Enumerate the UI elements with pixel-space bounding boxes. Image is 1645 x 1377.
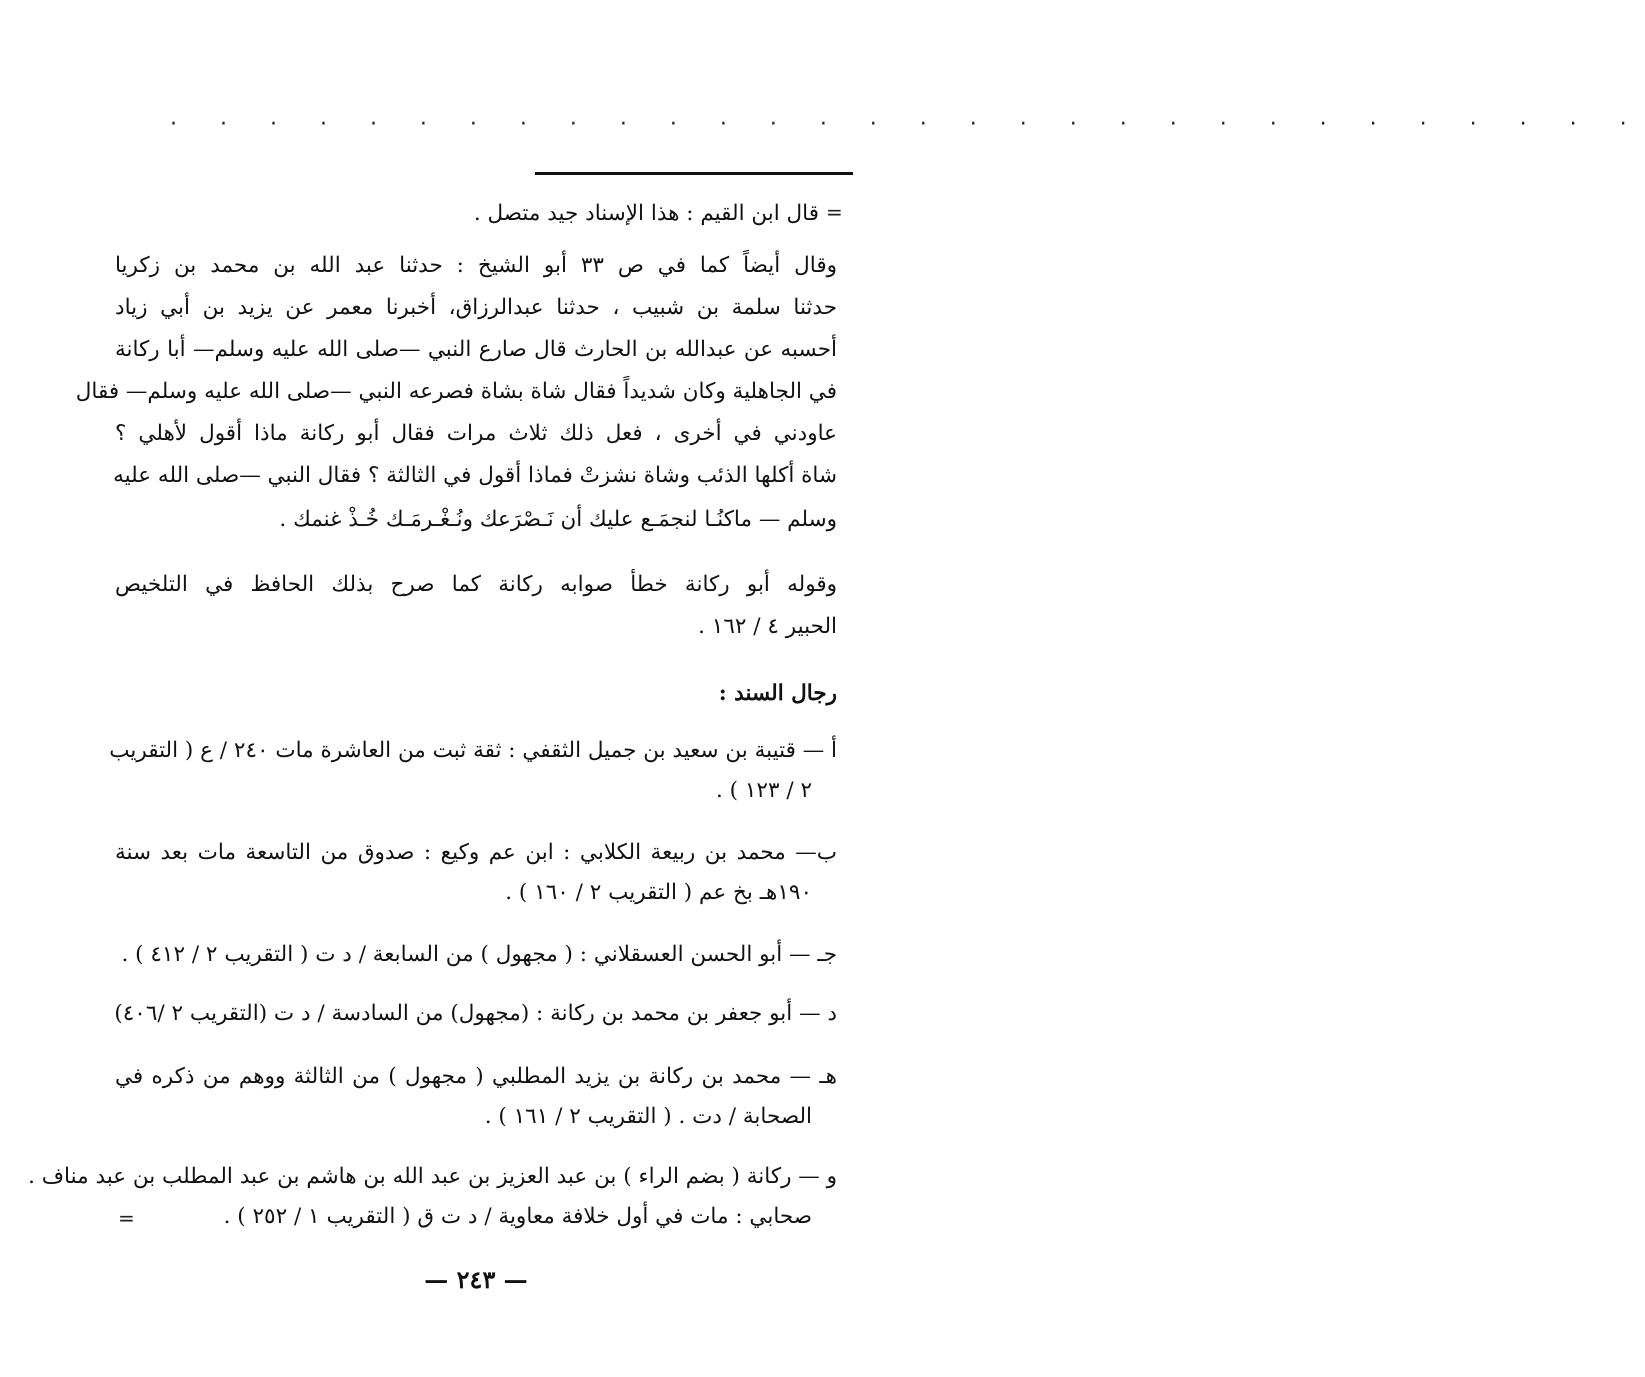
text-line: قال ابن القيم : هذا الإسناد جيد متصل . bbox=[473, 201, 819, 226]
text-line: الحبير ٤ / ١٦٢ . bbox=[698, 614, 837, 639]
text-line: شاة أكلها الذئب وشاة نشزتْ فماذا أقول في الثالثة ؟ فقال النبي —صلى الله عليه bbox=[113, 463, 837, 488]
narrator-entry: أ — قتيبة بن سعيد بن جميل الثقفي : ثقة ثبت من العاشرة مات ٢٤٠ / ع ( التقريب bbox=[109, 738, 837, 763]
text-line: وقال أيضاً كما في ص ٣٣ أبو الشيخ : حدثنا عبد الله بن محمد بن زكريا bbox=[115, 253, 837, 278]
text-line: في الجاهلية وكان شديداً فقال شاة بشاة فصرعه النبي —صلى الله عليه وسلم— فقال bbox=[75, 379, 837, 404]
narrator-entry-continued: ٢ / ١٢٣ ) . bbox=[715, 778, 812, 803]
narrator-entry: هـ — محمد بن ركانة بن يزيد المطلبي ( مجهول ) من الثالثة ووهم من ذكره في bbox=[115, 1064, 837, 1089]
text-line: أحسبه عن عبدالله بن الحارث قال صارع النبي —صلى الله عليه وسلم— أبا ركانة bbox=[115, 337, 837, 362]
continuation-mark-bottom: = bbox=[118, 1206, 135, 1230]
text-line: وسلم — ماكنُـا لنجمَـع عليك أن نَـصْرَعك ونُـغْـرمَـك خُـذْ غنمك . bbox=[279, 507, 837, 532]
ellipsis-divider: · · · · · · · · · · · · · · · · · · · · · · · · · · · · · · bbox=[170, 112, 1645, 137]
continuation-mark-top: = bbox=[826, 200, 843, 224]
page-number: — ٢٤٣ — bbox=[424, 1265, 528, 1294]
text-line: عاودني في أخرى ، فعل ذلك ثلاث مرات فقال أبو ركانة ماذا أقول لأهلي ؟ bbox=[115, 421, 837, 446]
narrator-entry: ب— محمد بن ربيعة الكلابي : ابن عم وكيع : صدوق من التاسعة مات بعد سنة bbox=[115, 840, 837, 865]
narrator-entry-continued: الصحابة / دت . ( التقريب ٢ / ١٦١ ) . bbox=[484, 1104, 812, 1129]
narrator-entry-continued: ١٩٠هـ بخ عم ( التقريب ٢ / ١٦٠ ) . bbox=[505, 880, 812, 905]
narrator-entry-continued: صحابي : مات في أول خلافة معاوية / د ت ق ( التقريب ١ / ٢٥٢ ) . bbox=[223, 1204, 812, 1229]
narrator-entry: د — أبو جعفر بن محمد بن ركانة : (مجهول) من السادسة / د ت (التقريب ٢ /٤٠٦) bbox=[114, 1001, 837, 1026]
narrator-entry: جـ — أبو الحسن العسقلاني : ( مجهول ) من السابعة / د ت ( التقريب ٢ / ٤١٢ ) . bbox=[121, 942, 837, 967]
footnote-separator-rule bbox=[535, 172, 853, 175]
section-heading: رجال السند : bbox=[718, 681, 837, 706]
text-line: وقوله أبو ركانة خطأ صوابه ركانة كما صرح بذلك الحافظ في التلخيص bbox=[115, 572, 837, 597]
text-line: حدثنا سلمة بن شبيب ، حدثنا عبدالرزاق، أخبرنا معمر عن يزيد بن أبي زياد bbox=[115, 295, 837, 320]
narrator-entry: و — ركانة ( بضم الراء ) بن عبد العزيز بن عبد الله بن هاشم بن عبد المطلب بن عبد مناف . bbox=[28, 1164, 837, 1189]
